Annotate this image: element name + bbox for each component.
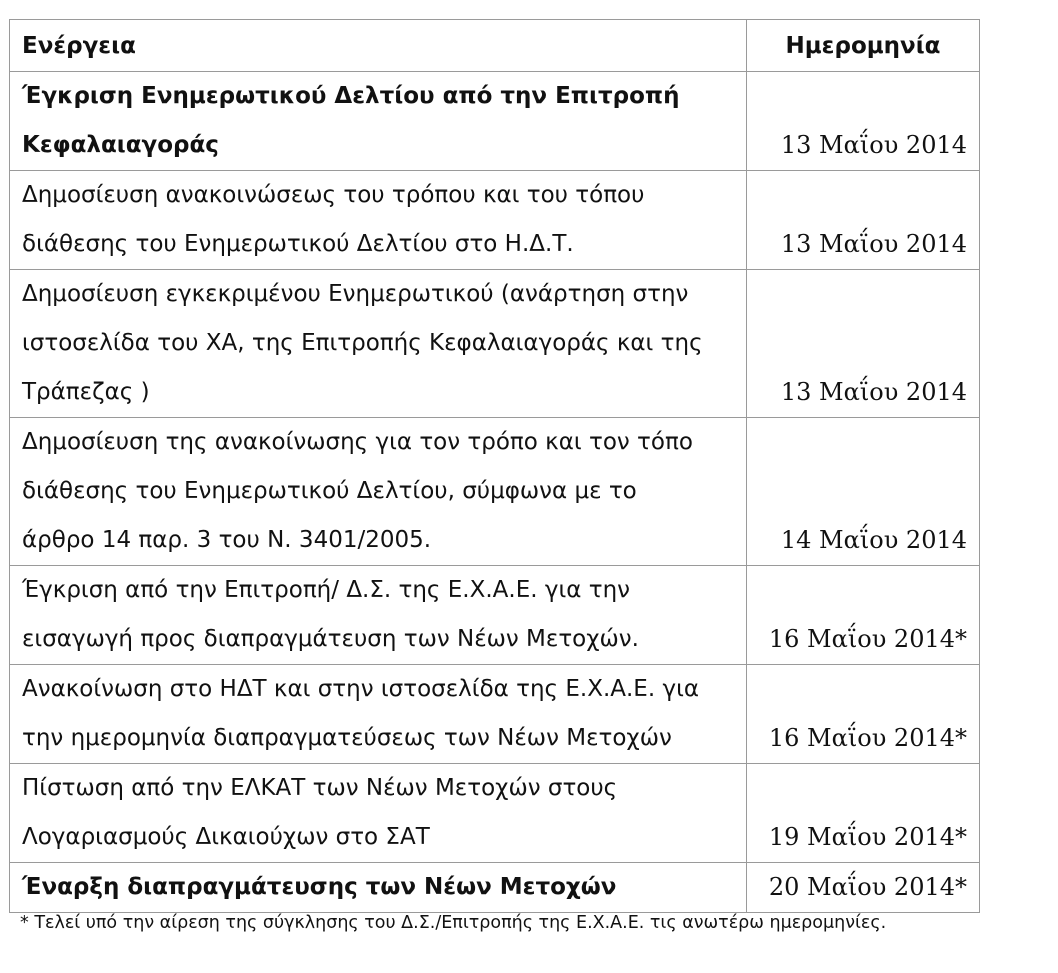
action-line: Κεφαλαιαγοράς bbox=[22, 132, 219, 158]
table-header-row bbox=[10, 20, 980, 72]
action-line: Πίστωση από την ΕΛΚΑΤ των Νέων Μετοχών στους bbox=[22, 775, 618, 801]
action-line: εισαγωγή προς διαπραγμάτευση των Νέων Μετοχών. bbox=[22, 626, 639, 652]
action-line: Δημοσίευση εγκεκριμένου Ενημερωτικού (ανάρτηση στην bbox=[22, 281, 689, 307]
date-cell: 13 Μαΐου 2014 bbox=[747, 72, 980, 171]
action-line: την ημερομηνία διαπραγματεύσεως των Νέων Μετοχών bbox=[22, 725, 672, 751]
timetable bbox=[9, 19, 980, 913]
table-row bbox=[10, 665, 980, 764]
action-line: Έναρξη διαπραγμάτευσης των Νέων Μετοχών bbox=[22, 874, 617, 900]
action-cell bbox=[10, 863, 747, 913]
date-cell: 14 Μαΐου 2014 bbox=[747, 418, 980, 566]
table-row bbox=[10, 270, 980, 418]
action-cell bbox=[10, 418, 747, 566]
action-line: Τράπεζας ) bbox=[22, 379, 150, 405]
action-line: Δημοσίευση της ανακοίνωσης για τον τρόπο και τον τόπο bbox=[22, 429, 693, 455]
date-cell: 19 Μαΐου 2014* bbox=[747, 764, 980, 863]
action-cell bbox=[10, 764, 747, 863]
action-cell bbox=[10, 665, 747, 764]
header-date: Ημερομηνία bbox=[747, 20, 980, 72]
header-action: Ενέργεια bbox=[10, 20, 747, 72]
action-line: Ανακοίνωση στο ΗΔΤ και στην ιστοσελίδα της Ε.Χ.Α.Ε. για bbox=[22, 676, 700, 702]
action-line: Έγκριση από την Επιτροπή/ Δ.Σ. της Ε.Χ.Α.Ε. για την bbox=[22, 577, 630, 603]
action-cell bbox=[10, 566, 747, 665]
action-line: Έγκριση Ενημερωτικού Δελτίου από την Επιτροπή bbox=[22, 83, 680, 109]
date-cell: 16 Μαΐου 2014* bbox=[747, 665, 980, 764]
date-cell: 13 Μαΐου 2014 bbox=[747, 171, 980, 270]
action-line: Λογαριασμούς Δικαιούχων στο ΣΑΤ bbox=[22, 824, 430, 850]
date-cell: 16 Μαΐου 2014* bbox=[747, 566, 980, 665]
date-cell: 13 Μαΐου 2014 bbox=[747, 270, 980, 418]
action-line: διάθεσης του Ενημερωτικού Δελτίου, σύμφωνα με το bbox=[22, 478, 637, 504]
table-row bbox=[10, 863, 980, 913]
action-cell bbox=[10, 171, 747, 270]
table-row bbox=[10, 764, 980, 863]
action-line: Δημοσίευση ανακοινώσεως του τρόπου και του τόπου bbox=[22, 182, 645, 208]
action-line: ιστοσελίδα του ΧΑ, της Επιτροπής Κεφαλαιαγοράς και της bbox=[22, 330, 703, 356]
action-line: άρθρο 14 παρ. 3 του Ν. 3401/2005. bbox=[22, 527, 432, 553]
footnote: * Τελεί υπό την αίρεση της σύγκλησης του Δ.Σ./Επιτροπής της Ε.Χ.Α.Ε. τις ανωτέρω ημερομηνίες. bbox=[20, 913, 887, 933]
action-cell bbox=[10, 72, 747, 171]
table-row bbox=[10, 171, 980, 270]
table-row bbox=[10, 566, 980, 665]
action-line: διάθεσης του Ενημερωτικού Δελτίου στο Η.Δ.Τ. bbox=[22, 231, 574, 257]
table-row bbox=[10, 418, 980, 566]
date-cell: 20 Μαΐου 2014* bbox=[747, 863, 980, 913]
action-cell bbox=[10, 270, 747, 418]
table-row bbox=[10, 72, 980, 171]
